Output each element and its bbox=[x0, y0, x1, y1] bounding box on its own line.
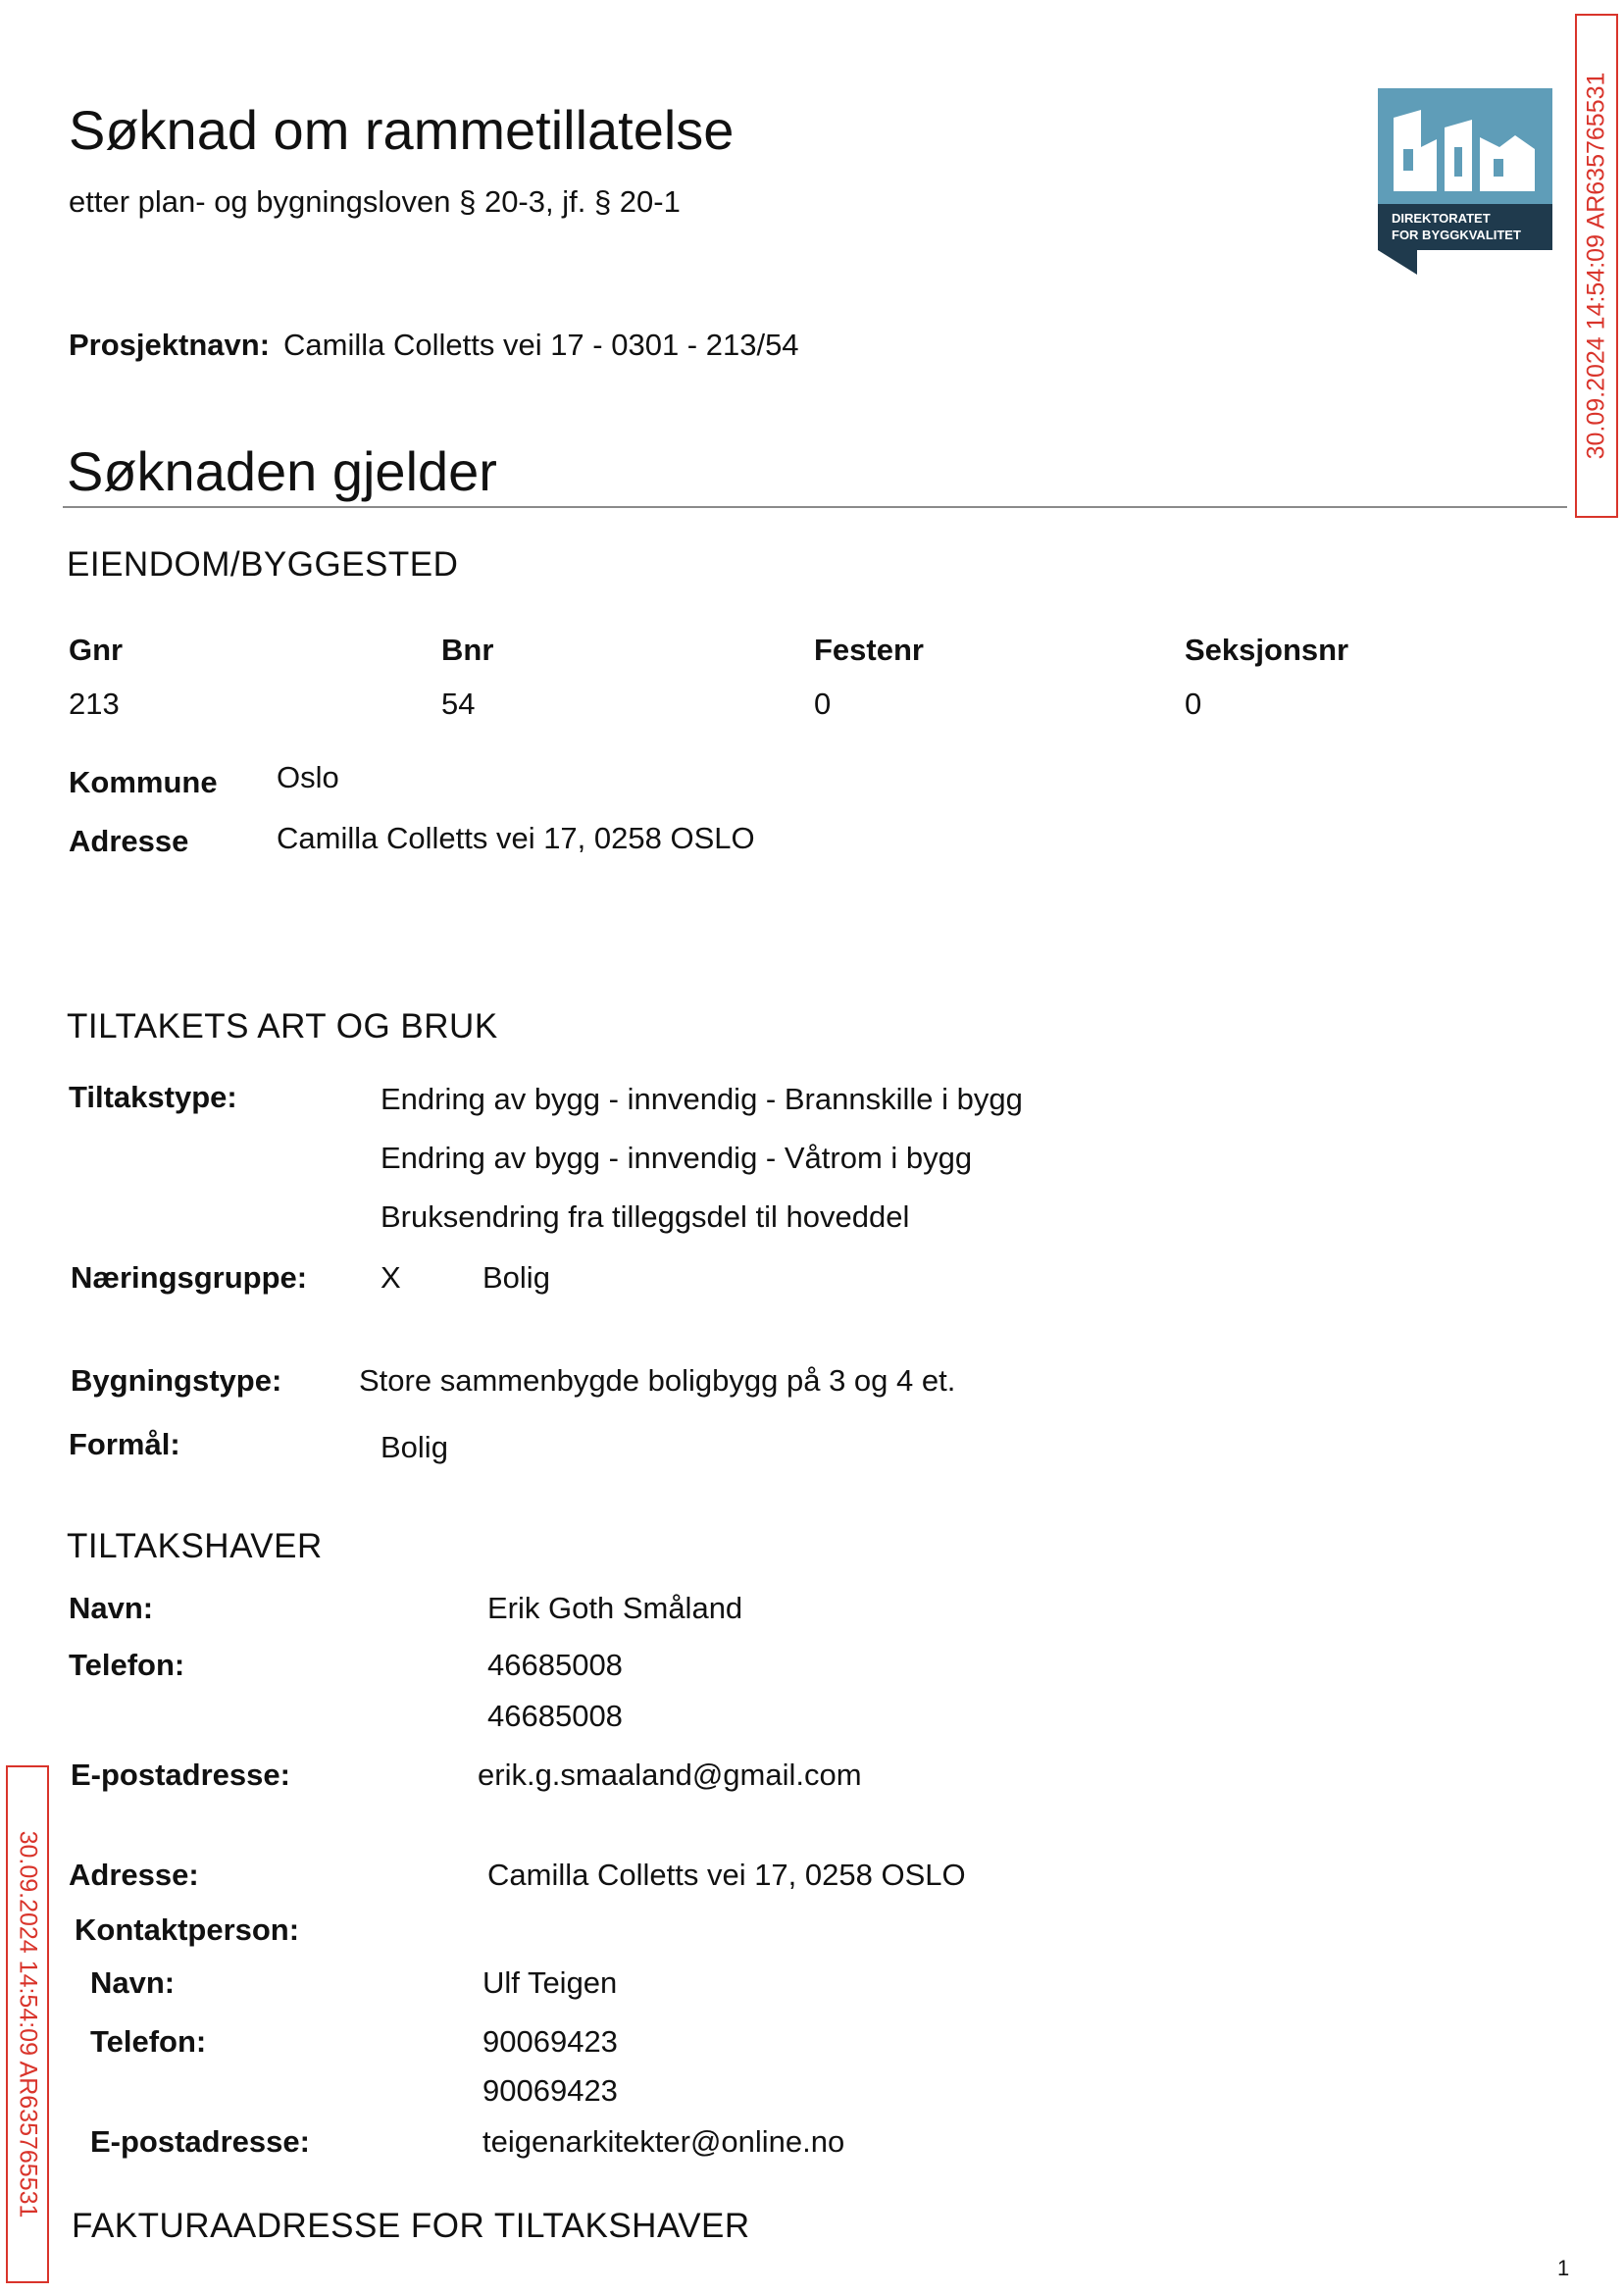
heading-divider bbox=[63, 506, 1567, 508]
project-value: Camilla Colletts vei 17 - 0301 - 213/54 bbox=[283, 328, 799, 362]
tiltakstype-item: Endring av bygg - innvendig - Våtrom i bygg bbox=[381, 1141, 973, 1175]
tiltakshaver-navn-value: Erik Goth Småland bbox=[487, 1591, 743, 1625]
kontakt-epost-value: teigenarkitekter@online.no bbox=[482, 2124, 845, 2159]
gnr-label: Gnr bbox=[69, 633, 124, 667]
logo-line1: DIREKTORATET bbox=[1392, 211, 1491, 226]
tiltakstype-item: Bruksendring fra tilleggsdel til hoveddel bbox=[381, 1199, 910, 1234]
naeringsgruppe-value: Bolig bbox=[482, 1260, 550, 1295]
formal-label: Formål: bbox=[69, 1427, 180, 1461]
kontakt-telefon-value: 90069423 bbox=[482, 2024, 618, 2059]
kommune-value: Oslo bbox=[277, 760, 339, 794]
dibk-logo-graphic bbox=[1378, 88, 1552, 275]
page-number: 1 bbox=[1557, 2256, 1570, 2280]
document-title: Søknad om rammetillatelse bbox=[69, 99, 735, 161]
tiltakstype-label: Tiltakstype: bbox=[69, 1080, 237, 1114]
section-heading-tiltak: TILTAKETS ART OG BRUK bbox=[67, 1007, 498, 1045]
tiltakshaver-telefon-value: 46685008 bbox=[487, 1648, 623, 1682]
gnr-value: 213 bbox=[69, 687, 120, 721]
tiltakshaver-adresse-label: Adresse: bbox=[69, 1858, 199, 1892]
kontakt-navn-value: Ulf Teigen bbox=[482, 1965, 618, 2000]
seksjonsnr-value: 0 bbox=[1185, 687, 1202, 721]
receipt-stamp-text: 30.09.2024 14:54:09 AR635765531 bbox=[1582, 72, 1610, 460]
naeringsgruppe-code: X bbox=[381, 1260, 401, 1295]
section-heading-faktura: FAKTURAADRESSE FOR TILTAKSHAVER bbox=[72, 2207, 750, 2245]
bygningstype-value: Store sammenbygde boligbygg på 3 og 4 et. bbox=[359, 1363, 956, 1398]
tiltakstype-item: Endring av bygg - innvendig - Brannskille i bygg bbox=[381, 1082, 1023, 1116]
project-label: Prosjektnavn: bbox=[69, 328, 271, 362]
kontakt-telefon-value: 90069423 bbox=[482, 2073, 618, 2108]
formal-value: Bolig bbox=[381, 1430, 448, 1464]
section-heading-eiendom: EIENDOM/BYGGESTED bbox=[67, 545, 459, 584]
dibk-logo bbox=[1378, 88, 1552, 275]
logo-line2: FOR BYGGKVALITET bbox=[1392, 228, 1521, 242]
festenr-value: 0 bbox=[814, 687, 832, 721]
kontakt-epost-label: E-postadresse: bbox=[90, 2124, 310, 2159]
bygningstype-label: Bygningstype: bbox=[71, 1363, 282, 1398]
kontakt-telefon-label: Telefon: bbox=[90, 2024, 207, 2059]
section-heading-soknaden-gjelder: Søknaden gjelder bbox=[67, 440, 497, 502]
bnr-label: Bnr bbox=[441, 633, 494, 667]
festenr-label: Festenr bbox=[814, 633, 924, 667]
kontakt-navn-label: Navn: bbox=[90, 1965, 176, 2000]
section-heading-tiltakshaver: TILTAKSHAVER bbox=[67, 1527, 323, 1565]
naeringsgruppe-label: Næringsgruppe: bbox=[71, 1260, 308, 1295]
adresse-value: Camilla Colletts vei 17, 0258 OSLO bbox=[277, 821, 755, 855]
adresse-label: Adresse bbox=[69, 824, 189, 858]
tiltakshaver-epost-label: E-postadresse: bbox=[71, 1758, 290, 1792]
kontaktperson-label: Kontaktperson: bbox=[75, 1912, 300, 1947]
receipt-stamp-text: 30.09.2024 14:54:09 AR635765531 bbox=[14, 1830, 42, 2218]
tiltakshaver-epost-value: erik.g.smaaland@gmail.com bbox=[478, 1758, 862, 1792]
receipt-stamp-right bbox=[1575, 14, 1618, 518]
seksjonsnr-label: Seksjonsnr bbox=[1185, 633, 1349, 667]
bnr-value: 54 bbox=[441, 687, 476, 721]
receipt-stamp-left bbox=[6, 1765, 49, 2283]
tiltakshaver-telefon-label: Telefon: bbox=[69, 1648, 185, 1682]
tiltakshaver-telefon-value: 46685008 bbox=[487, 1699, 623, 1733]
kommune-label: Kommune bbox=[69, 765, 218, 799]
tiltakshaver-adresse-value: Camilla Colletts vei 17, 0258 OSLO bbox=[487, 1858, 966, 1892]
document-subtitle: etter plan- og bygningsloven § 20-3, jf. § 20-1 bbox=[69, 184, 681, 219]
tiltakshaver-navn-label: Navn: bbox=[69, 1591, 154, 1625]
